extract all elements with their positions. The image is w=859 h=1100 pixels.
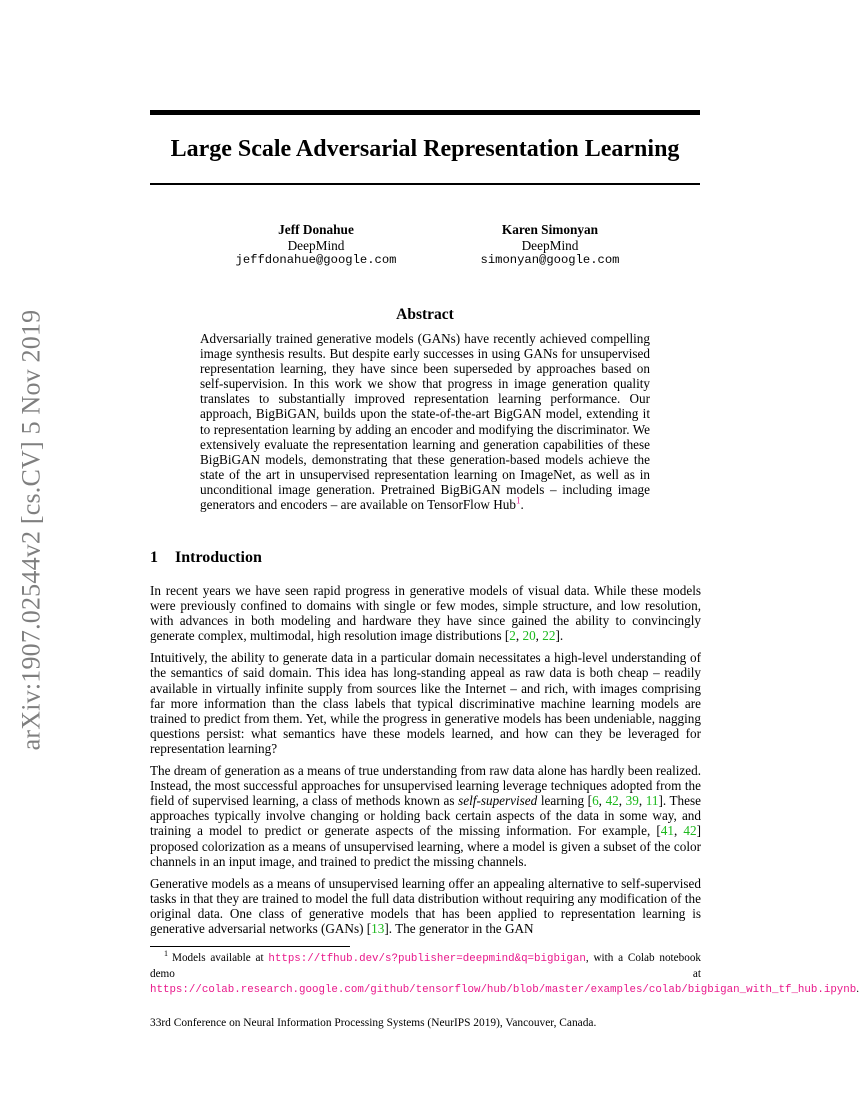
- paragraph-text: Generative models as a means of unsupervised learning offer an appealing alternative to self-supervised tasks in that they are trained to model the full data distribution without requiring any modification of the original data. One class of generative models that has been applied to representation learning is generative adversarial networks (GANs) [: [150, 875, 701, 936]
- footnote: [150, 949, 859, 998]
- footnote-number: 1: [164, 949, 168, 959]
- citation[interactable]: 2: [509, 628, 516, 644]
- abstract-text: Adversarially trained generative models (GANs) have recently achieved compelling image synthesis results. But despite early successes in using GANs for unsupervised representation learning, they have since been superseded by approaches based on self-supervision. In this work we show that progress in image generation quality translates to substantially improved representation learning performance. Our approach, BigBiGAN, builds upon the state-of-the-art BigGAN model, extending it to representation learning by adding an encoder and modifying the discriminator. We extensively evaluate the representation learning and generation capabilities of these BigBiGAN models, demonstrating that these generation-based models achieve the state of the art in unsupervised representation learning on ImageNet, as well as in unconditional image generation. Pretrained BigBiGAN models – including image generators and encoders – are available on TensorFlow Hub: [200, 331, 650, 513]
- paragraph-text: ]. These approaches typically involve changing or holding back certain aspects of the data in some way, and training a model to predict or generate aspects of the missing information. For example, [: [150, 793, 701, 839]
- conference-note: 33rd Conference on Neural Information Processing Systems (NeurIPS 2019), Vancouver, Canada.: [150, 1017, 597, 1029]
- abstract-heading: Abstract: [396, 306, 454, 323]
- footnote-text: , with a Colab notebook demo at: [150, 952, 702, 980]
- paragraph: [150, 876, 701, 936]
- citation[interactable]: 39: [625, 793, 639, 809]
- section-title: Introduction: [175, 549, 262, 566]
- paragraph: In recent years we have seen rapid progress in generative models of visual data. While these models were previously confined to domains with single or few modes, simple structure, and low resolution, with advances in both modeling and hardware they have since gained the ability to convincingly generate complex, multimodal, high resolution image distributions [2, 20, 22].: [150, 583, 701, 644]
- author-name: Karen Simonyan: [501, 222, 599, 237]
- footnote-text: .: [856, 983, 859, 995]
- paragraph: The dream of generation as a means of true understanding from raw data alone has hardly been realized. Instead, the most successful approaches for unsupervised learning leverage techniques adopted from the field of supervised learning, a class of methods known as self-supervised learning [6, 42, 39, 11]. These approaches typically involve changing or holding back certain aspects of the data in some way, and training a model to predict or generate aspects of the missing information. For example, [41, 42] proposed colorization as a means of unsupervised learning, where a model is given a subset of the color channels in an input image, and trained to predict the missing channels.: [150, 763, 702, 869]
- paragraph-text: The dream of generation as a means of true understanding from raw data alone has hardly been realized. Instead, the most successful approaches for unsupervised learning leverage techniques adopted from the field of supervised learning, a class of methods known as: [150, 763, 701, 809]
- author-block: [196, 222, 436, 269]
- footnote-text: Models available at: [172, 952, 269, 964]
- citation[interactable]: 41: [660, 823, 674, 839]
- citation[interactable]: 42: [683, 823, 697, 839]
- footnote-rule: [150, 946, 350, 947]
- tfhub-link[interactable]: https://tfhub.dev/s?publisher=deepmind&q=bigbigan: [268, 953, 586, 965]
- author-email[interactable]: simonyan@google.com: [480, 253, 620, 267]
- paragraph-text: ] proposed colorization as a means of unsupervised learning, where a model is given a subset of the color channels in an input image, and trained to predict the missing channels.: [150, 823, 702, 869]
- author-affiliation: DeepMind: [287, 237, 345, 253]
- author-email[interactable]: jeffdonahue@google.com: [235, 253, 397, 267]
- citation[interactable]: 42: [605, 793, 619, 809]
- citation[interactable]: 6: [592, 793, 599, 809]
- author-name: Jeff Donahue: [278, 222, 354, 237]
- arxiv-stamp: [14, 290, 48, 770]
- section-body: [150, 583, 701, 943]
- title-rule-bottom: [150, 183, 700, 185]
- paragraph-text: learning [: [537, 793, 593, 809]
- abstract-body: [200, 331, 650, 512]
- emphasis: self-supervised: [458, 793, 538, 809]
- citation[interactable]: 20: [522, 628, 536, 644]
- arxiv-stamp-text: arXiv:1907.02544v2 [cs.CV] 5 Nov 2019: [16, 309, 46, 751]
- paragraph: Intuitively, the ability to generate data in a particular domain necessitates a high-level understanding of the semantics of said domain. This idea has long-standing appeal as raw data is both cheap – readily available in virtually infinite supply from sources like the Internet – and rich, with images comprising far more information than the class labels that typical discriminative machine learning models are trained to predict from them. Yet, while the progress in generative models has been undeniable, nagging questions persist: what semantics have these models learned, and how can they be leveraged for representation learning?: [150, 650, 701, 756]
- paragraph-text: ]. The generator in the GAN: [384, 920, 534, 936]
- abstract-end: .: [520, 497, 524, 513]
- title-rule-top: [150, 110, 700, 115]
- author-affiliation: DeepMind: [521, 237, 579, 253]
- section-heading: [150, 549, 262, 567]
- paragraph-text: In recent years we have seen rapid progress in generative models of visual data. While these models were previously confined to domains with single or few modes, simple structure, and low resolution, with advances in both modeling and hardware they have since gained the ability to convincingly generate complex, multimodal, high resolution image distributions [: [150, 583, 701, 644]
- citation[interactable]: 11: [645, 793, 659, 809]
- citation[interactable]: 13: [371, 920, 385, 936]
- citation[interactable]: 22: [542, 628, 556, 644]
- section-number: 1: [150, 549, 158, 566]
- author-block: [430, 222, 670, 269]
- paragraph-text: ].: [555, 628, 564, 644]
- colab-link[interactable]: https://colab.research.google.com/github/tensorflow/hub/blob/master/examples/colab/bigbigan_with_tf_hub.ipynb: [150, 984, 857, 996]
- footnote-mark[interactable]: 1: [515, 495, 521, 506]
- paper-title: Large Scale Adversarial Representation Learning: [170, 136, 680, 162]
